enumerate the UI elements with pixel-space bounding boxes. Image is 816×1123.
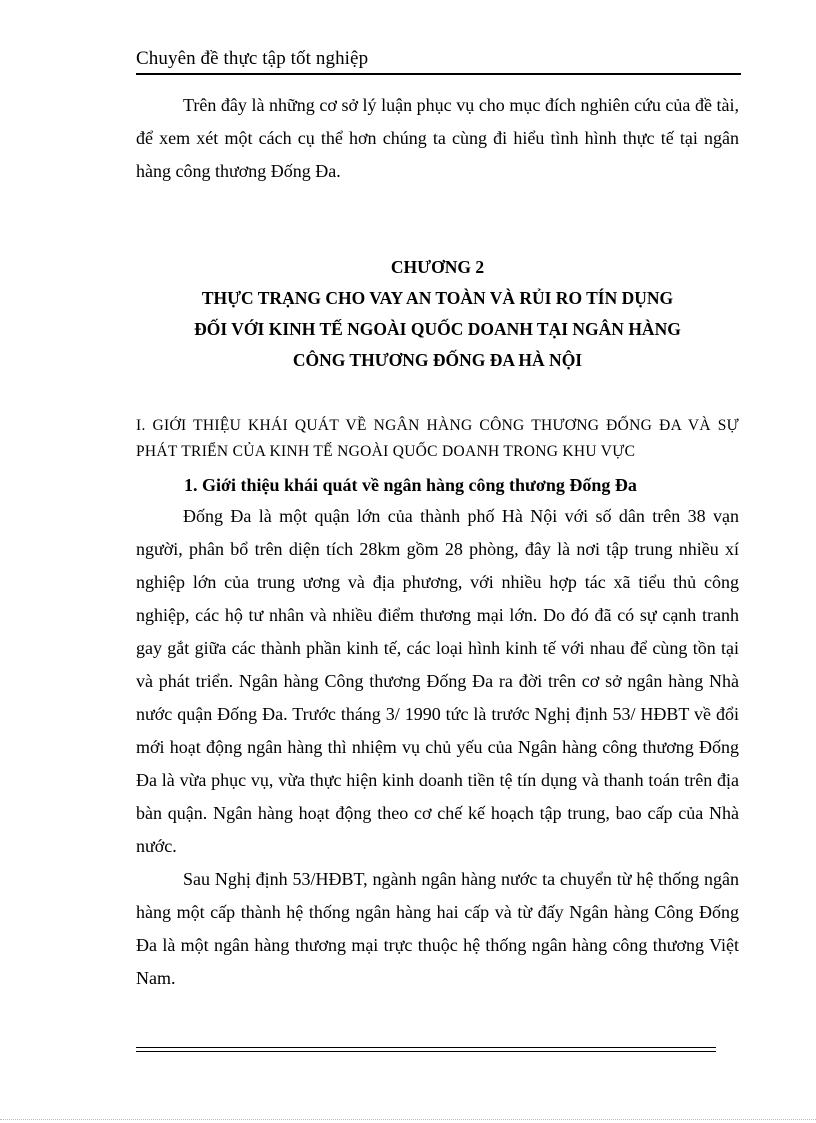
chapter-title-line-3: CÔNG THƯƠNG ĐỐNG ĐA HÀ NỘI — [292, 350, 583, 370]
chapter-title-line-2: ĐỐI VỚI KINH TẾ NGOÀI QUỐC DOANH TẠI NGÂN HÀNG — [194, 319, 681, 339]
page-edge-divider — [0, 1119, 816, 1120]
header-divider — [136, 73, 741, 75]
body-paragraph-1: Đống Đa là một quận lớn của thành phố Hà Nội với số dân trên 38 vạn người, phân bổ trên diện tích 28km gồm 28 phòng, đây là nơi tập trung nhiều xí nghiệp lớn của trung ương và địa phương, với nhiều hợp tác xã tiểu thủ công nghiệp, các hộ tư nhân và nhiều điểm thương mại lớn. Do đó đã có sự cạnh tranh gay gắt giữa các thành phần kinh tế, các loại hình kinh tế với nhau để cùng tồn tại và phát triển. Ngân hàng Công thương Đống Đa ra đời trên cơ sở ngân hàng Nhà nước quận Đống Đa. Trước tháng 3/ 1990 tức là trước Nghị định 53/ HĐBT về đổi mới hoạt động ngân hàng thì nhiệm vụ chủ yếu của Ngân hàng công thương Đống Đa là vừa phục vụ, vừa thực hiện kinh doanh tiền tệ tín dụng và thanh toán trên địa bàn quận. Ngân hàng hoạt động theo cơ chế kế hoạch tập trung, bao cấp của Nhà nước. — [136, 506, 739, 856]
chapter-heading — [136, 252, 739, 376]
section-body — [136, 500, 739, 995]
section-title: I. GIỚI THIỆU KHÁI QUÁT VỀ NGÂN HÀNG CÔNG THƯƠNG ĐỐNG ĐA VÀ SỰ PHÁT TRIỂN CỦA KINH TẾ NGOÀI QUỐC DOANH TRONG KHU VỰC — [136, 417, 739, 460]
intro-paragraph: Trên đây là những cơ sở lý luận phục vụ cho mục đích nghiên cứu của đề tài, để xem xét một cách cụ thể hơn chúng ta cùng đi hiểu tình hình thực tế tại ngân hàng công thương Đống Đa. — [136, 95, 739, 181]
chapter-number: CHƯƠNG 2 — [390, 257, 485, 277]
body-paragraph-2: Sau Nghị định 53/HĐBT, ngành ngân hàng nước ta chuyển từ hệ thống ngân hàng một cấp thành hệ thống ngân hàng hai cấp và từ đấy Ngân hàng Công Đống Đa là một ngân hàng thương mại trực thuộc hệ thống ngân hàng công thương Việt Nam. — [136, 869, 739, 988]
footer-divider — [136, 1047, 716, 1052]
chapter-title-line-1: THỰC TRẠNG CHO VAY AN TOÀN VÀ RỦI RO TÍN DỤNG — [201, 288, 674, 308]
subsection-title: 1. Giới thiệu khái quát về ngân hàng công thương Đống Đa — [184, 475, 637, 495]
intro-block — [136, 89, 739, 188]
page-header: Chuyên đề thực tập tốt nghiệp — [136, 48, 369, 69]
